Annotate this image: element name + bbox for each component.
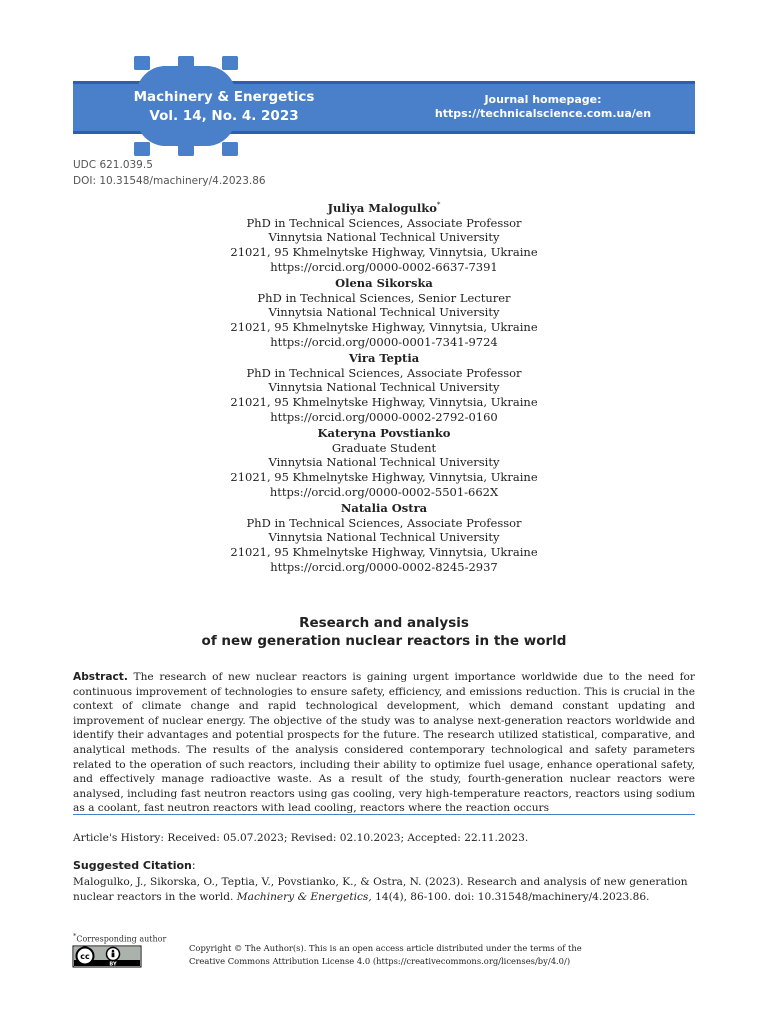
author-name: Kateryna Povstianko bbox=[317, 425, 451, 440]
copyright-line-2[interactable]: Creative Commons Attribution License 4.0 (https://creativecommons.org/licenses/by/4.0/) bbox=[189, 955, 571, 966]
by-text: BY bbox=[109, 961, 117, 968]
author-position: PhD in Technical Sciences, Associate Professor bbox=[246, 365, 522, 380]
homepage-url[interactable]: https://technicalscience.com.ua/en bbox=[434, 107, 652, 120]
author-affiliation: Vinnytsia National Technical University bbox=[268, 530, 500, 545]
abstract bbox=[73, 670, 696, 815]
divider bbox=[73, 814, 695, 815]
author-affiliation: Vinnytsia National Technical University bbox=[268, 380, 500, 395]
title-line-2: of new generation nuclear reactors in the world bbox=[201, 633, 567, 649]
author-orcid[interactable]: https://orcid.org/0000-0002-5501-662X bbox=[269, 484, 499, 499]
author-address: 21021, 95 Khmelnytske Highway, Vinnytsia, Ukraine bbox=[230, 320, 538, 335]
journal-name: Machinery & Energetics bbox=[133, 89, 315, 105]
author-block bbox=[73, 426, 695, 500]
author-position: PhD in Technical Sciences, Senior Lecturer bbox=[257, 290, 511, 305]
abstract-text: The research of new nuclear reactors is gaining urgent importance worldwide due to the need for continuous improvement of technologies to ensure safety, efficiency, and emissions reduction. This is crucial in the context of climate change and rapid technological development, which demand constant updating and improvement of nuclear energy. The objective of the study was to analyse next-generation reactors worldwide and identify their advantages and potential prospects for the future. The research utilized statistical, comparative, and analytical methods. The results of the analysis considered contemporary technological and safety parameters related to the operation of such reactors, including their ability to optimize fuel usage, enhance operational safety, and effectively manage radioactive waste. As a result of the study, fourth-generation nuclear reactors were analysed, including fast neutron reactors using gas cooling, very high-temperature reactors, reactors using sodium as a coolant, fast neutron reactors with lead cooling, reactors where the reaction occurs bbox=[73, 671, 696, 815]
udc-code: UDC 621.039.5 bbox=[73, 159, 153, 171]
author-address: 21021, 95 Khmelnytske Highway, Vinnytsia, Ukraine bbox=[230, 545, 538, 560]
author-affiliation: Vinnytsia National Technical University bbox=[268, 305, 500, 320]
author-position: Graduate Student bbox=[331, 440, 437, 455]
author-block bbox=[73, 276, 695, 350]
paper-title bbox=[73, 614, 695, 650]
corresponding-author-note: *Corresponding author bbox=[73, 932, 167, 944]
author-block bbox=[73, 501, 695, 575]
citation-label: Suggested Citation: bbox=[73, 859, 196, 872]
author-name: Vira Teptia bbox=[348, 350, 420, 365]
author-name: Natalia Ostra bbox=[340, 500, 428, 515]
copyright-line-1: Copyright © The Author(s). This is an open access article distributed under the terms of the bbox=[189, 943, 582, 953]
author-orcid[interactable]: https://orcid.org/0000-0002-8245-2937 bbox=[270, 559, 498, 574]
abstract-label: Abstract. bbox=[73, 671, 128, 683]
journal-volume: Vol. 14, No. 4. 2023 bbox=[149, 108, 299, 124]
author-position: PhD in Technical Sciences, Associate Professor bbox=[246, 215, 522, 230]
cc-by-license-icon[interactable] bbox=[73, 946, 141, 967]
cc-text: cc bbox=[80, 952, 90, 961]
journal-homepage[interactable] bbox=[420, 93, 666, 121]
journal-title bbox=[100, 88, 348, 126]
suggested-citation: Malogulko, J., Sikorska, O., Teptia, V., Povstianko, K., & Ostra, N. (2023). Research and analysis of new generation nuclear reactors in the world. Machinery & Energetics, 14(4), 86-100. doi: 10.31548/machinery/4.2023.86. bbox=[73, 876, 688, 903]
author-orcid[interactable]: https://orcid.org/0000-0002-2792-0160 bbox=[270, 409, 498, 424]
author-block bbox=[73, 351, 695, 425]
author-name: Juliya Malogulko* bbox=[327, 200, 441, 215]
author-block bbox=[73, 198, 695, 275]
author-list bbox=[73, 197, 695, 575]
author-orcid[interactable]: https://orcid.org/0000-0002-6637-7391 bbox=[270, 260, 498, 275]
copyright-notice bbox=[189, 942, 609, 967]
doi[interactable]: DOI: 10.31548/machinery/4.2023.86 bbox=[73, 175, 266, 187]
author-address: 21021, 95 Khmelnytske Highway, Vinnytsia, Ukraine bbox=[230, 245, 538, 260]
author-address: 21021, 95 Khmelnytske Highway, Vinnytsia, Ukraine bbox=[230, 395, 538, 410]
author-position: PhD in Technical Sciences, Associate Professor bbox=[246, 515, 522, 530]
author-orcid[interactable]: https://orcid.org/0000-0001-7341-9724 bbox=[270, 335, 498, 349]
author-affiliation: Vinnytsia National Technical University bbox=[268, 455, 500, 470]
author-name: Olena Sikorska bbox=[335, 275, 433, 290]
author-affiliation: Vinnytsia National Technical University bbox=[268, 230, 500, 245]
article-history: Article's History: Received: 05.07.2023; Revised: 02.10.2023; Accepted: 22.11.2023. bbox=[73, 832, 529, 844]
title-line-1: Research and analysis bbox=[299, 615, 469, 631]
author-address: 21021, 95 Khmelnytske Highway, Vinnytsia, Ukraine bbox=[230, 470, 538, 485]
homepage-label: Journal homepage: bbox=[484, 93, 602, 106]
